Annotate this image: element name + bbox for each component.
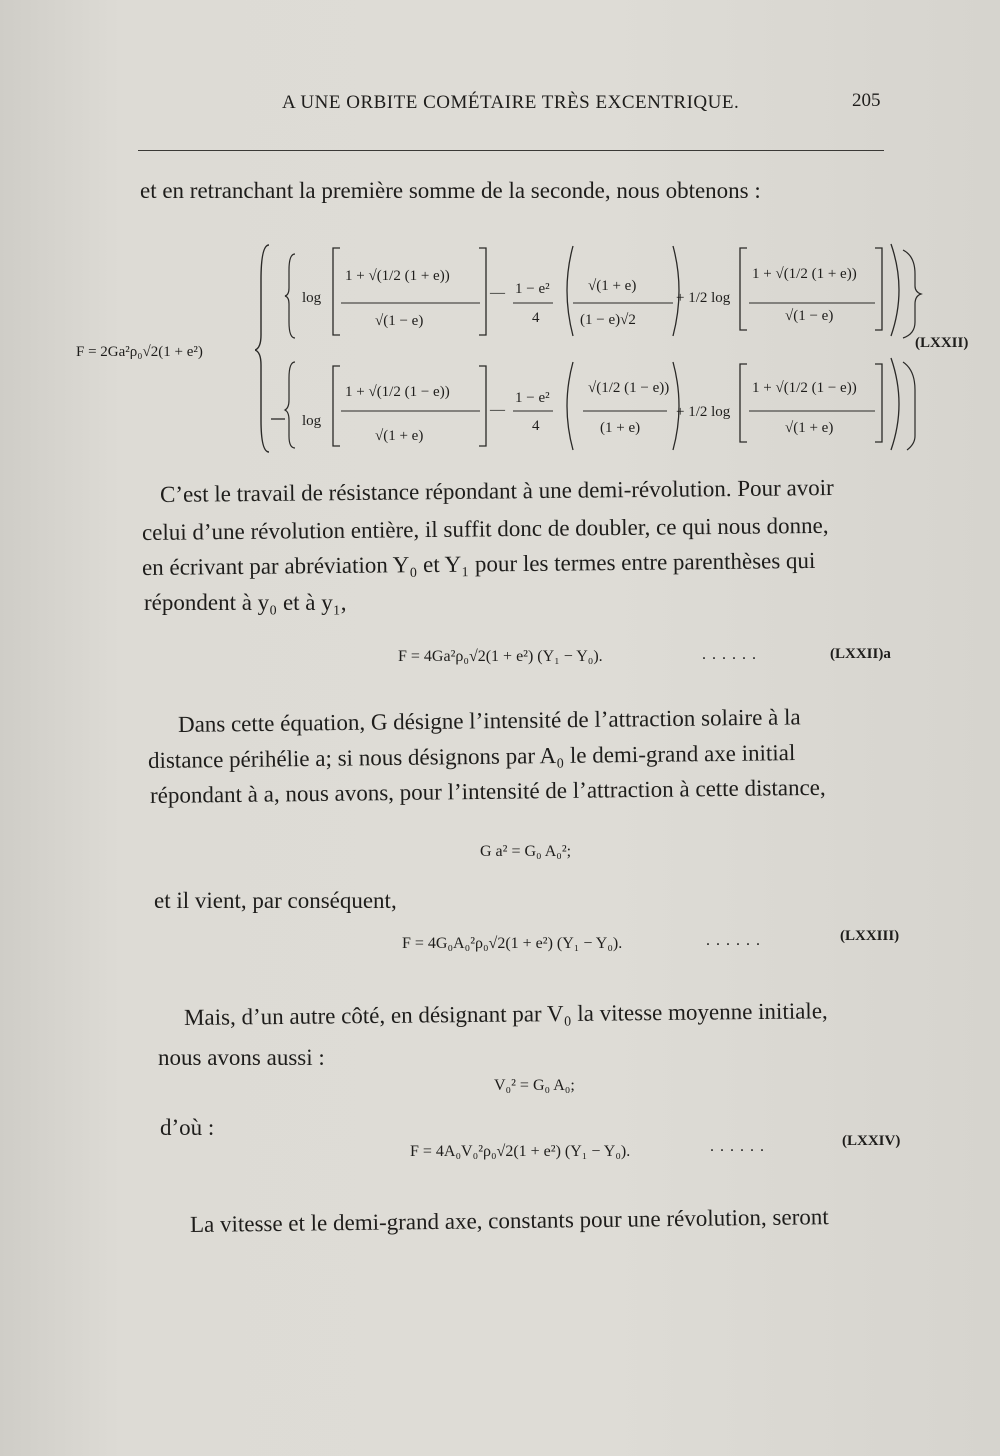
- paragraph-line: nous avons aussi :: [158, 1045, 325, 1070]
- inner-numerator: √(1 + e): [588, 278, 637, 294]
- paragraph-line: et il vient, par conséquent,: [154, 888, 397, 913]
- equation-lxxiii: F = 4G₀A₀²ρ₀√2(1 + e²) (Y₁ − Y₀).: [402, 935, 623, 952]
- paragraph-line: d’où :: [160, 1115, 215, 1140]
- fraction-numerator: 1 + √(1/2 (1 + e)): [752, 266, 857, 282]
- coefficient-denominator: 4: [532, 418, 540, 434]
- leader-dots: ......: [702, 646, 762, 663]
- fraction-numerator: 1 + √(1/2 (1 − e)): [752, 380, 857, 396]
- half-log: + 1/2 log: [676, 290, 731, 306]
- coefficient-denominator: 4: [532, 310, 540, 326]
- equation-tag: (LXXII)a: [830, 646, 891, 662]
- paragraph-line: distance périhélie a; si nous désignons par A₀ le demi-grand axe initial: [147, 740, 796, 773]
- equation-tag: (LXXII): [915, 335, 969, 351]
- inner-denominator: (1 + e): [600, 420, 641, 436]
- minus-sign: —: [490, 402, 505, 418]
- paragraph-line: répondent à y₀ et à y₁,: [144, 590, 347, 615]
- paragraph-line: en écrivant par abréviation Y₀ et Y₁ pour les termes entre parenthèses qui: [141, 547, 816, 580]
- paragraph-line: et en retranchant la première somme de la seconde, nous obtenons :: [140, 178, 761, 203]
- paragraph-line: répondant à a, nous avons, pour l’intensité de l’attraction à cette distance,: [149, 774, 826, 808]
- paragraph-line: Dans cette équation, G désigne l’intensité de l’attraction solaire à la: [177, 704, 801, 737]
- page-number: 205: [852, 90, 881, 111]
- header-rule: [138, 150, 884, 151]
- inner-numerator: √(1/2 (1 − e)): [588, 380, 670, 396]
- paragraph-line: La vitesse et le demi-grand axe, constants pour une révolution, seront: [189, 1204, 829, 1237]
- equation-lxxiia: F = 4Ga²ρ₀√2(1 + e²) (Y₁ − Y₀).: [398, 648, 603, 665]
- paragraph-line: C’est le travail de résistance répondant à une demi-révolution. Pour avoir: [159, 474, 834, 507]
- inner-denominator: (1 − e)√2: [580, 312, 636, 328]
- fraction-denominator: √(1 − e): [375, 313, 424, 329]
- fraction-numerator: 1 + √(1/2 (1 − e)): [345, 384, 450, 400]
- equation-tag: (LXXIII): [840, 928, 900, 944]
- minus-sign: —: [490, 285, 505, 301]
- equation-g: G a² = G₀ A₀²;: [480, 843, 572, 860]
- paragraph-line: celui d’une révolution entière, il suffit donc de doubler, ce qui nous donne,: [141, 512, 829, 545]
- fraction-numerator: 1 + √(1/2 (1 + e)): [345, 268, 450, 284]
- equation-v: V₀² = G₀ A₀;: [494, 1077, 575, 1094]
- fraction-denominator: √(1 + e): [785, 420, 834, 436]
- coefficient-numerator: 1 − e²: [515, 281, 550, 297]
- equation-tag: (LXXIV): [842, 1133, 901, 1149]
- equation-lxxiv: F = 4A₀V₀²ρ₀√2(1 + e²) (Y₁ − Y₀).: [410, 1143, 631, 1160]
- running-header: A UNE ORBITE COMÉTAIRE TRÈS EXCENTRIQUE.: [282, 92, 740, 113]
- fraction-denominator: √(1 + e): [375, 428, 424, 444]
- coefficient-numerator: 1 − e²: [515, 390, 550, 406]
- log-label: log: [302, 413, 322, 429]
- leader-dots: ......: [706, 932, 766, 949]
- fraction-denominator: √(1 − e): [785, 308, 834, 324]
- equation-lhs: F = 2Ga²ρ₀√2(1 + e²): [76, 344, 203, 360]
- paragraph-line: Mais, d’un autre côté, en désignant par V₀ la vitesse moyenne initiale,: [183, 998, 828, 1030]
- leader-dots: ......: [710, 1138, 770, 1155]
- log-label: log: [302, 290, 322, 306]
- half-log: + 1/2 log: [676, 404, 731, 420]
